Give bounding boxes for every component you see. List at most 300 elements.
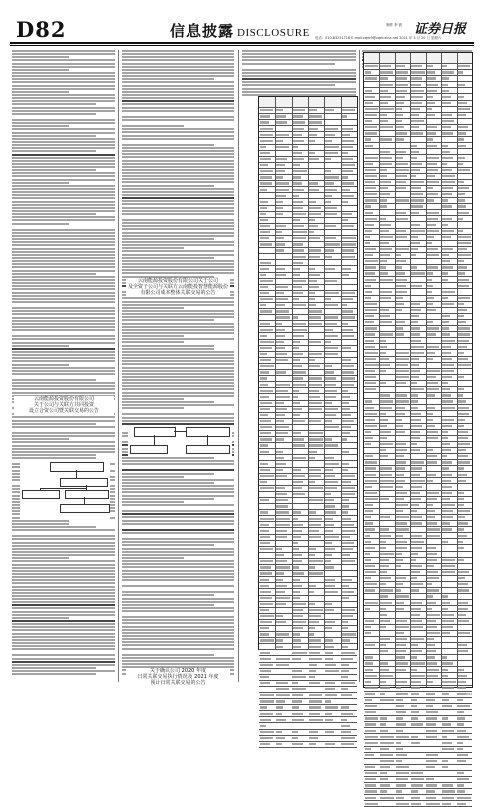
text-line xyxy=(122,257,214,259)
table-cell xyxy=(365,145,373,147)
text-line xyxy=(12,614,115,616)
table-cell xyxy=(325,329,333,331)
text-line xyxy=(12,542,115,544)
text-line xyxy=(122,557,184,559)
table-cell xyxy=(380,419,388,421)
table-cell xyxy=(260,737,273,739)
table-cell xyxy=(411,510,417,512)
table-cell xyxy=(292,737,298,739)
text-line xyxy=(122,310,234,312)
table-cell xyxy=(426,279,432,281)
table-cell xyxy=(380,333,393,335)
table-cell xyxy=(365,528,375,530)
table-cell xyxy=(341,475,355,477)
table-cell xyxy=(426,230,439,232)
diagram-box xyxy=(130,445,168,454)
table-cell xyxy=(457,516,465,518)
table-cell xyxy=(292,609,302,611)
text-line xyxy=(122,335,184,337)
table-cell xyxy=(325,487,338,489)
table-cell xyxy=(276,646,283,648)
table-cell xyxy=(260,451,269,453)
table-cell xyxy=(365,553,371,555)
table-cell xyxy=(426,346,438,348)
table-cell xyxy=(457,583,467,585)
table-cell xyxy=(309,286,319,288)
table-cell xyxy=(365,748,371,750)
table-cell xyxy=(411,608,422,610)
table-cell xyxy=(426,193,438,195)
table-cell xyxy=(457,467,464,469)
headline-left xyxy=(14,396,114,415)
table-cell xyxy=(380,583,386,585)
table-cell xyxy=(341,451,348,453)
table-cell xyxy=(411,333,420,335)
table-cell xyxy=(365,90,372,92)
table-cell xyxy=(309,621,319,623)
table-cell xyxy=(292,621,306,623)
table-cell xyxy=(292,262,303,264)
text-line xyxy=(12,307,115,309)
text-line xyxy=(12,639,115,641)
table-cell xyxy=(260,719,271,721)
text-line xyxy=(12,620,115,622)
table-cell xyxy=(457,504,464,506)
table-cell xyxy=(260,390,273,392)
table-cell xyxy=(276,548,282,550)
text-line xyxy=(12,63,115,65)
table-cell xyxy=(309,377,322,379)
text-line xyxy=(12,119,115,121)
text-line xyxy=(122,379,234,381)
table-cell xyxy=(292,706,299,708)
table-cell xyxy=(309,548,316,550)
table-cell xyxy=(365,212,374,214)
table-cell xyxy=(457,108,470,110)
table-cell xyxy=(457,279,468,281)
table-cell xyxy=(276,530,288,532)
table-cell xyxy=(260,627,270,629)
table-cell xyxy=(411,266,417,268)
table-cell xyxy=(365,583,377,585)
table-cell xyxy=(325,323,337,325)
table-cell xyxy=(325,249,334,251)
text-line xyxy=(12,623,115,625)
table-cell xyxy=(442,784,453,786)
text-line xyxy=(12,263,115,265)
table-cell xyxy=(309,658,323,660)
table-cell xyxy=(457,772,464,774)
table-cell xyxy=(411,681,421,683)
table-cell xyxy=(260,274,267,276)
text-line xyxy=(12,182,69,184)
table-cell xyxy=(260,359,272,361)
table-cell xyxy=(442,400,453,402)
table-cell xyxy=(309,365,320,367)
text-line xyxy=(12,445,115,447)
table-cell xyxy=(365,407,374,409)
table-cell xyxy=(292,646,300,648)
table-cell xyxy=(411,425,422,427)
table-cell xyxy=(396,595,410,597)
table-cell xyxy=(365,230,373,232)
table-cell xyxy=(411,169,420,171)
table-cell xyxy=(276,414,285,416)
table-cell xyxy=(276,249,285,251)
table-cell xyxy=(365,565,375,567)
table-cell xyxy=(365,461,377,463)
table-cell xyxy=(309,384,322,386)
text-line xyxy=(122,207,234,209)
table-cell xyxy=(276,579,283,581)
table-cell xyxy=(365,163,373,165)
text-line xyxy=(122,491,234,493)
text-line xyxy=(122,119,234,121)
table-cell xyxy=(380,772,387,774)
table-cell xyxy=(380,797,394,799)
table-cell xyxy=(457,736,469,738)
table-cell xyxy=(325,700,332,702)
table-cell xyxy=(380,717,387,719)
table-cell xyxy=(380,662,388,664)
table-cell xyxy=(426,797,436,799)
table-cell xyxy=(325,426,339,428)
table-cell xyxy=(365,327,378,329)
table-cell xyxy=(426,559,437,561)
table-cell xyxy=(442,790,455,792)
table-cell xyxy=(380,614,387,616)
table-cell xyxy=(341,621,348,623)
text-line xyxy=(12,392,115,394)
table-cell xyxy=(411,65,422,67)
table-cell xyxy=(325,170,331,172)
text-line xyxy=(122,191,234,193)
text-line xyxy=(12,147,115,149)
table-cell xyxy=(341,743,354,745)
table-cell xyxy=(260,140,274,142)
table-cell xyxy=(292,481,303,483)
table-cell xyxy=(365,126,378,128)
text-line xyxy=(122,66,234,68)
text-line xyxy=(122,601,234,603)
table-cell xyxy=(411,638,424,640)
text-line xyxy=(122,541,234,543)
table-cell xyxy=(457,212,469,214)
text-line xyxy=(12,103,96,105)
table-cell xyxy=(260,323,271,325)
table-cell xyxy=(380,626,385,628)
table-cell xyxy=(365,681,371,683)
text-line xyxy=(12,545,115,547)
table-cell xyxy=(309,731,319,733)
table-cell xyxy=(411,145,417,147)
table-cell xyxy=(325,682,335,684)
table-cell xyxy=(309,444,324,446)
text-line xyxy=(12,658,115,660)
table-cell xyxy=(380,242,389,244)
table-cell xyxy=(365,376,377,378)
table-cell xyxy=(411,492,420,494)
text-line xyxy=(122,607,234,609)
table-cell xyxy=(426,218,437,220)
table-cell xyxy=(442,669,448,671)
table-cell xyxy=(341,237,355,239)
table-cell xyxy=(380,151,390,153)
table-cell xyxy=(309,158,320,160)
table-cell xyxy=(276,134,289,136)
table-cell xyxy=(442,382,448,384)
table-cell xyxy=(276,347,285,349)
table-cell xyxy=(396,662,409,664)
table-cell xyxy=(426,382,438,384)
table-cell xyxy=(426,535,439,537)
headline-line: 及全资子公司与关联方云南能投智慧能源股份 xyxy=(126,284,230,290)
table-cell xyxy=(260,231,270,233)
table-cell xyxy=(411,675,425,677)
table-cell xyxy=(260,536,270,538)
table-cell xyxy=(411,96,423,98)
table-cell xyxy=(380,443,393,445)
table-cell xyxy=(396,723,407,725)
table-cell xyxy=(292,341,300,343)
table-cell xyxy=(411,413,421,415)
table-cell xyxy=(365,790,377,792)
text-line xyxy=(12,238,115,240)
table-cell xyxy=(365,413,378,415)
table-cell xyxy=(396,248,409,250)
text-line xyxy=(12,354,115,356)
table-cell xyxy=(411,535,423,537)
table-cell xyxy=(396,583,403,585)
table-cell xyxy=(325,566,334,568)
table-cell xyxy=(396,480,405,482)
table-cell xyxy=(396,577,407,579)
table-cell xyxy=(442,254,449,256)
table-cell xyxy=(260,243,272,245)
table-cell xyxy=(396,711,407,713)
table-cell xyxy=(442,132,453,134)
text-line xyxy=(12,351,115,353)
table-cell xyxy=(260,475,275,477)
table-cell xyxy=(276,743,282,745)
table-cell xyxy=(260,158,271,160)
table-cell xyxy=(426,77,436,79)
table-cell xyxy=(380,321,391,323)
text-line xyxy=(12,128,115,130)
text-line xyxy=(122,563,234,565)
table-cell xyxy=(325,743,335,745)
table-cell xyxy=(325,152,338,154)
text-line xyxy=(12,416,115,418)
table-cell xyxy=(365,626,372,628)
table-cell xyxy=(325,384,336,386)
table-cell xyxy=(426,90,437,92)
table-cell xyxy=(380,760,394,762)
table-cell xyxy=(325,444,338,446)
table-cell xyxy=(426,784,437,786)
table-cell xyxy=(426,803,440,805)
table-cell xyxy=(380,431,391,433)
table-cell xyxy=(292,536,301,538)
table-cell xyxy=(411,431,420,433)
text-line xyxy=(122,354,234,356)
table-cell xyxy=(309,572,323,574)
table-cell xyxy=(442,662,453,664)
table-cell xyxy=(325,621,335,623)
text-line xyxy=(122,272,234,274)
table-cell xyxy=(276,207,283,209)
table-cell xyxy=(442,407,456,409)
text-line xyxy=(122,351,234,353)
table-cell xyxy=(396,589,402,591)
table-cell xyxy=(396,181,406,183)
table-cell xyxy=(426,705,432,707)
text-line xyxy=(122,135,234,137)
table-cell xyxy=(325,341,331,343)
text-line xyxy=(12,423,96,425)
table-cell xyxy=(411,315,419,317)
table-cell xyxy=(380,236,393,238)
text-line xyxy=(122,460,234,462)
text-line xyxy=(122,591,234,593)
table-cell xyxy=(325,201,331,203)
table-cell xyxy=(442,169,452,171)
table-cell xyxy=(309,743,317,745)
table-cell xyxy=(325,377,336,379)
table-cell xyxy=(411,212,419,214)
text-line xyxy=(12,194,115,196)
table-cell xyxy=(276,591,285,593)
table-cell xyxy=(365,669,373,671)
table-cell xyxy=(260,377,267,379)
text-line xyxy=(122,210,234,212)
table-cell xyxy=(457,145,466,147)
text-line xyxy=(122,544,214,546)
table-cell xyxy=(380,565,389,567)
table-cell xyxy=(276,731,282,733)
text-line xyxy=(122,495,234,497)
text-line xyxy=(122,554,234,556)
table-cell xyxy=(396,547,408,549)
table-cell xyxy=(426,254,439,256)
table-cell xyxy=(260,109,274,111)
table-cell xyxy=(276,463,286,465)
table-cell xyxy=(442,608,448,610)
table-cell xyxy=(442,571,455,573)
table-cell xyxy=(426,662,437,664)
table-cell xyxy=(292,572,304,574)
table-cell xyxy=(365,498,379,500)
table-cell xyxy=(292,323,305,325)
table-cell xyxy=(260,134,274,136)
table-cell xyxy=(426,132,435,134)
table-cell xyxy=(442,675,448,677)
table-cell xyxy=(411,650,422,652)
table-cell xyxy=(365,736,378,738)
table-cell xyxy=(260,670,272,672)
table-cell xyxy=(457,272,464,274)
table-cell xyxy=(260,384,268,386)
text-line xyxy=(12,223,69,225)
text-line xyxy=(122,638,234,640)
table-cell xyxy=(426,138,432,140)
table-cell xyxy=(396,291,407,293)
text-line xyxy=(12,72,115,74)
table-cell xyxy=(411,175,416,177)
text-line xyxy=(122,94,234,96)
table-cell xyxy=(292,688,306,690)
table-cell xyxy=(365,224,374,226)
table-cell xyxy=(341,646,348,648)
table-cell xyxy=(396,413,405,415)
text-line xyxy=(122,326,234,328)
text-line xyxy=(12,557,69,559)
table-cell xyxy=(396,504,408,506)
table-cell xyxy=(380,120,388,122)
diagram-box xyxy=(50,462,104,472)
table-cell xyxy=(292,676,305,678)
table-cell xyxy=(309,438,323,440)
table-cell xyxy=(457,431,468,433)
table-cell xyxy=(442,797,454,799)
table-cell xyxy=(396,681,408,683)
table-cell xyxy=(365,266,376,268)
table-cell xyxy=(380,547,386,549)
table-cell xyxy=(380,577,391,579)
text-line xyxy=(12,564,115,566)
table-cell xyxy=(457,760,466,762)
table-cell xyxy=(411,151,419,153)
table-cell xyxy=(260,121,270,123)
table-cell xyxy=(442,541,448,543)
text-line xyxy=(12,94,115,96)
text-line xyxy=(12,132,115,134)
table-cell xyxy=(325,176,339,178)
text-line xyxy=(12,53,115,55)
text-line xyxy=(12,141,115,143)
table-cell xyxy=(411,108,421,110)
headline-line: 云南能源投资股份有限公司 xyxy=(14,396,114,402)
table-cell xyxy=(309,719,324,721)
table-cell xyxy=(309,451,318,453)
table-cell xyxy=(309,323,322,325)
table-cell xyxy=(396,84,409,86)
text-line xyxy=(122,160,234,162)
table-cell xyxy=(365,71,371,73)
text-line xyxy=(122,203,234,205)
table-cell xyxy=(365,346,376,348)
table-cell xyxy=(442,84,449,86)
table-cell xyxy=(325,560,332,562)
table-cell xyxy=(442,279,448,281)
table-cell xyxy=(411,723,423,725)
table-cell xyxy=(341,219,348,221)
table-cell xyxy=(341,481,351,483)
table-cell xyxy=(396,138,405,140)
table-cell xyxy=(442,656,448,658)
equity-structure-diagram xyxy=(20,460,110,520)
table-cell xyxy=(365,132,378,134)
table-cell xyxy=(442,431,448,433)
text-line xyxy=(122,657,234,659)
table-cell xyxy=(260,365,275,367)
table-cell xyxy=(426,766,434,768)
table-cell xyxy=(396,114,404,116)
table-cell xyxy=(276,390,288,392)
text-line xyxy=(12,160,115,162)
table-cell xyxy=(442,370,454,372)
table-cell xyxy=(260,713,273,715)
